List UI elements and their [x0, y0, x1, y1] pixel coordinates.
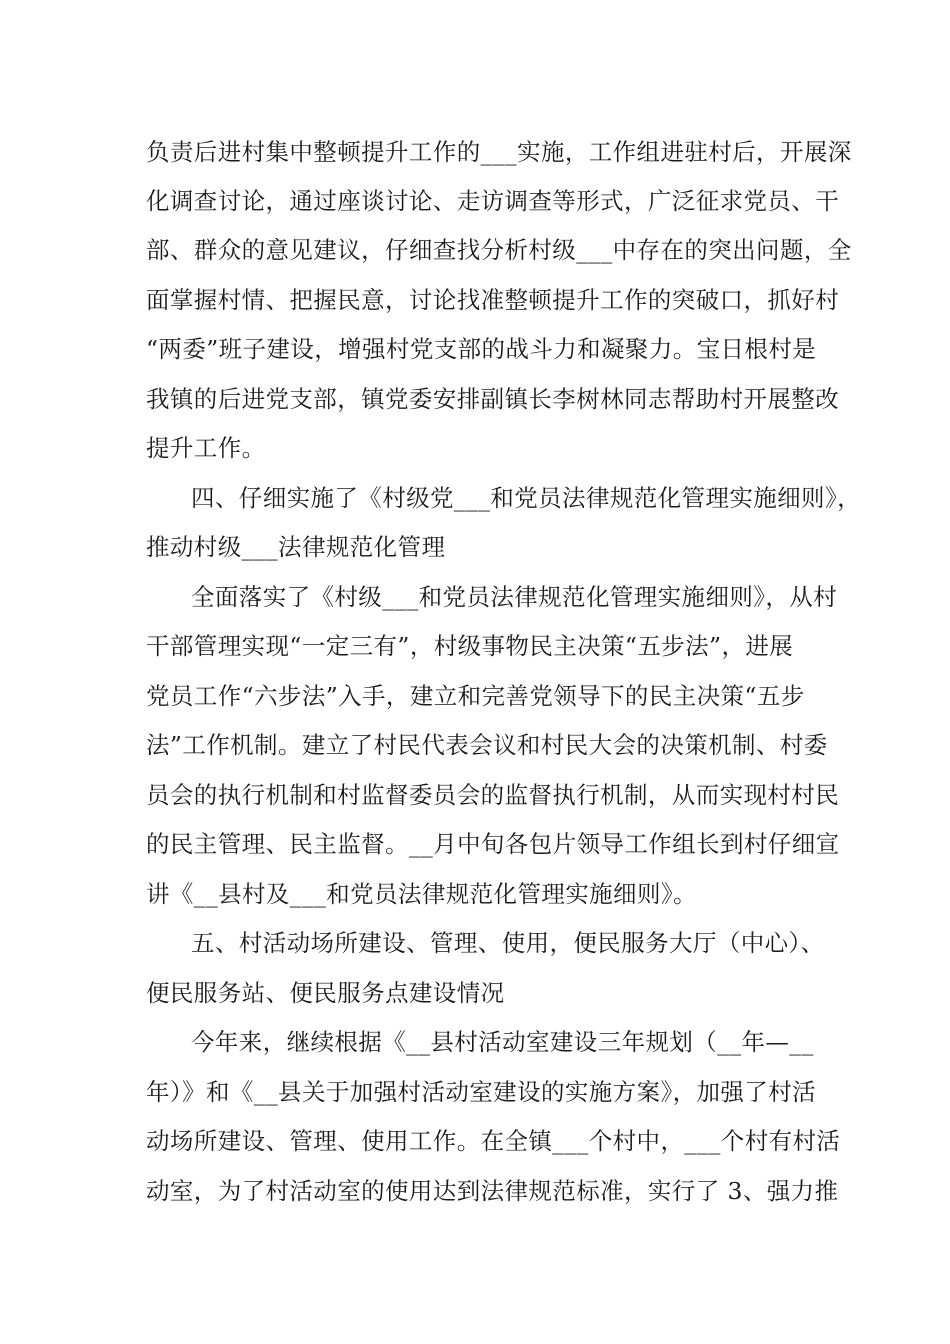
- section-heading: 推动村级___法律规范化管理: [146, 533, 446, 561]
- text-line: 提升工作。: [146, 434, 266, 462]
- text-line: 面掌握村情、把握民意，讨论找准整顿提升工作的突破口，抓好村: [146, 286, 840, 314]
- text-line: 法”工作机制。建立了村民代表会议和村民大会的决策机制、村委: [146, 731, 828, 759]
- text-line: 年）》和《__县关于加强村活动室建设的实施方案》，加强了村活: [146, 1078, 816, 1106]
- section-heading: 五、村活动场所建设、管理、使用，便民服务大厅（中心）、: [191, 929, 825, 957]
- text-line: 讲《__县村及___和党员法律规范化管理实施细则》。: [146, 880, 697, 908]
- section-heading: 四、仔细实施了《村级党___和党员法律规范化管理实施细则》，: [191, 484, 861, 512]
- text-line: 动场所建设、管理、使用工作。在全镇___个村中，___个村有村活: [146, 1127, 841, 1155]
- text-line: 动室，为了村活动室的使用达到法律规范标准，实行了 3、强力推: [146, 1177, 839, 1205]
- text-line: 负责后进村集中整顿提升工作的___实施，工作组进驻村后，开展深: [146, 138, 852, 166]
- text-line: 全面落实了《村级___和党员法律规范化管理实施细则》，从村: [191, 583, 838, 611]
- text-line: 党员工作“六步法”入手，建立和完善党领导下的民主决策“五步: [146, 682, 805, 710]
- section-heading: 便民服务站、便民服务点建设情况: [146, 979, 505, 1007]
- text-line: “两委”班子建设，增强村党支部的战斗力和凝聚力。宝日根村是: [146, 335, 817, 363]
- text-line: 员会的执行机制和村监督委员会的监督执行机制，从而实现村村民: [146, 781, 840, 809]
- text-line: 今年来，继续根据《__县村活动室建设三年规划（__年—__: [191, 1028, 814, 1056]
- text-line: 我镇的后进党支部，镇党委安排副镇长李树林同志帮助村开展整改: [146, 385, 840, 413]
- text-line: 的民主管理、民主监督。__月中旬各包片领导工作组长到村仔细宣: [146, 830, 840, 858]
- text-line: 化调查讨论，通过座谈讨论、走访调查等形式，广泛征求党员、干: [146, 187, 840, 215]
- text-line: 干部管理实现“一定三有”，村级事物民主决策“五步法”，进展: [146, 632, 794, 660]
- text-line: 部、群众的意见建议，仔细查找分析村级___中存在的突出问题，全: [146, 236, 852, 264]
